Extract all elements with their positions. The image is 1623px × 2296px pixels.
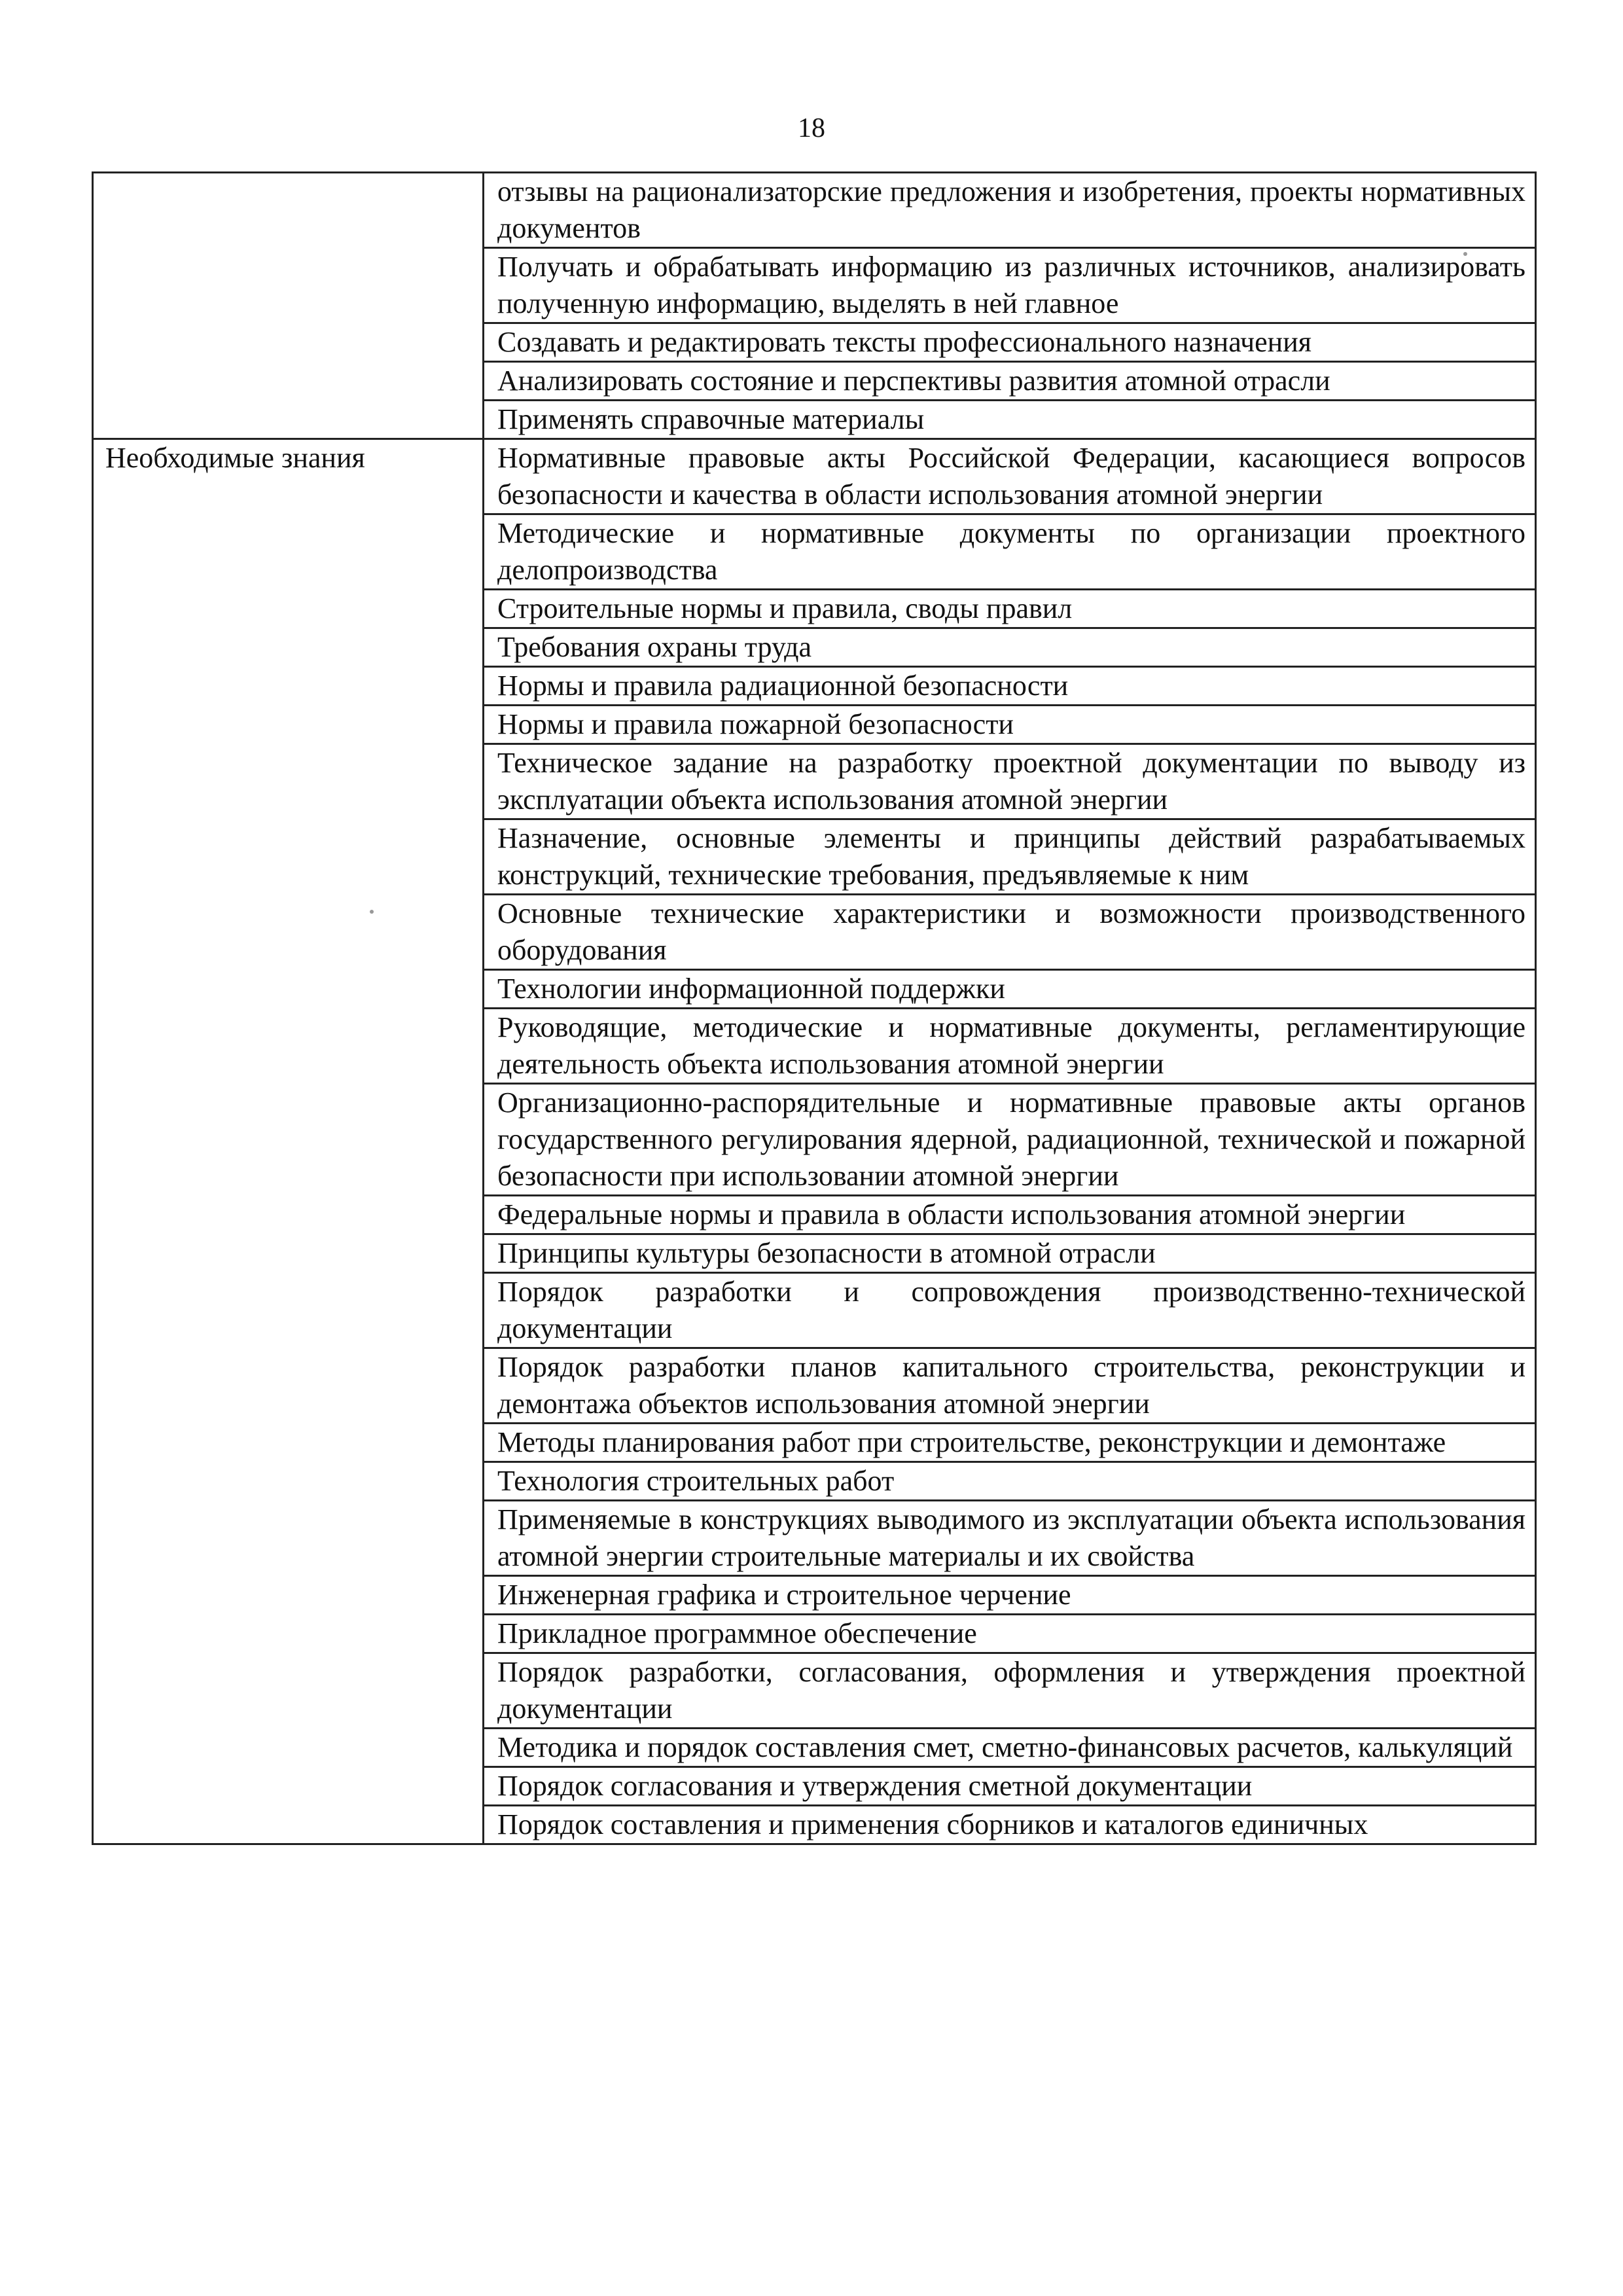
knowledge-item: Порядок разработки планов капитального строительства, реконструкции и демонтажа объектов использования атомной энергии — [484, 1348, 1536, 1424]
knowledge-item: Нормы и правила радиационной безопасности — [484, 667, 1536, 706]
knowledge-item: Основные технические характеристики и возможности производственного оборудования — [484, 895, 1536, 970]
knowledge-item: Техническое задание на разработку проектной документации по выводу из эксплуатации объекта использования атомной энергии — [484, 744, 1536, 819]
skill-item: Анализировать состояние и перспективы развития атомной отрасли — [484, 362, 1536, 401]
skill-item: отзывы на рационализаторские предложения и изобретения, проекты нормативных документов — [484, 173, 1536, 248]
knowledge-item: Федеральные нормы и правила в области использования атомной энергии — [484, 1196, 1536, 1234]
knowledge-item: Организационно-распорядительные и нормативные правовые акты органов государственного регулирования ядерной, радиационной, технической и пожарной безопасности при использовании атомной энергии — [484, 1084, 1536, 1196]
knowledge-item: Применяемые в конструкциях выводимого из эксплуатации объекта использования атомной энергии строительные материалы и их свойства — [484, 1501, 1536, 1576]
knowledge-item: Руководящие, методические и нормативные документы, регламентирующие деятельность объекта использования атомной энергии — [484, 1009, 1536, 1084]
knowledge-item: Порядок разработки, согласования, оформления и утверждения проектной документации — [484, 1653, 1536, 1729]
skill-item: Создавать и редактировать тексты профессионального назначения — [484, 323, 1536, 362]
knowledge-item: Методы планирования работ при строительстве, реконструкции и демонтаже — [484, 1424, 1536, 1462]
knowledge-item: Методические и нормативные документы по организации проектного делопроизводства — [484, 514, 1536, 590]
knowledge-item: Порядок согласования и утверждения сметной документации — [484, 1767, 1536, 1806]
knowledge-item: Принципы культуры безопасности в атомной отрасли — [484, 1234, 1536, 1273]
knowledge-label: Необходимые знания — [105, 442, 365, 474]
knowledge-item: Нормативные правовые акты Российской Федерации, касающиеся вопросов безопасности и качества в области использования атомной энергии — [484, 439, 1536, 514]
skill-item: Применять справочные материалы — [484, 401, 1536, 439]
knowledge-item: Назначение, основные элементы и принципы действий разрабатываемых конструкций, технические требования, предъявляемые к ним — [484, 819, 1536, 895]
skills-label-cell-continued — [93, 173, 484, 439]
knowledge-label-cell — [93, 439, 484, 1844]
knowledge-item: Инженерная графика и строительное черчение — [484, 1576, 1536, 1615]
knowledge-item: Технологии информационной поддержки — [484, 970, 1536, 1009]
knowledge-item: Методика и порядок составления смет, сметно-финансовых расчетов, калькуляций — [484, 1729, 1536, 1767]
table-row — [93, 439, 1536, 514]
knowledge-item: Требования охраны труда — [484, 628, 1536, 667]
knowledge-item: Порядок разработки и сопровождения производственно-технической документации — [484, 1273, 1536, 1348]
knowledge-item: Нормы и правила пожарной безопасности — [484, 706, 1536, 744]
skill-item: Получать и обрабатывать информацию из различных источников, анализировать полученную информацию, выделять в ней главное — [484, 248, 1536, 323]
page-number: 18 — [798, 113, 825, 143]
knowledge-item: Порядок составления и применения сборников и каталогов единичных — [484, 1806, 1536, 1844]
table-row — [93, 173, 1536, 248]
requirements-table — [92, 171, 1537, 1845]
knowledge-item: Прикладное программное обеспечение — [484, 1615, 1536, 1653]
knowledge-item: Технология строительных работ — [484, 1462, 1536, 1501]
knowledge-item: Строительные нормы и правила, своды правил — [484, 590, 1536, 628]
